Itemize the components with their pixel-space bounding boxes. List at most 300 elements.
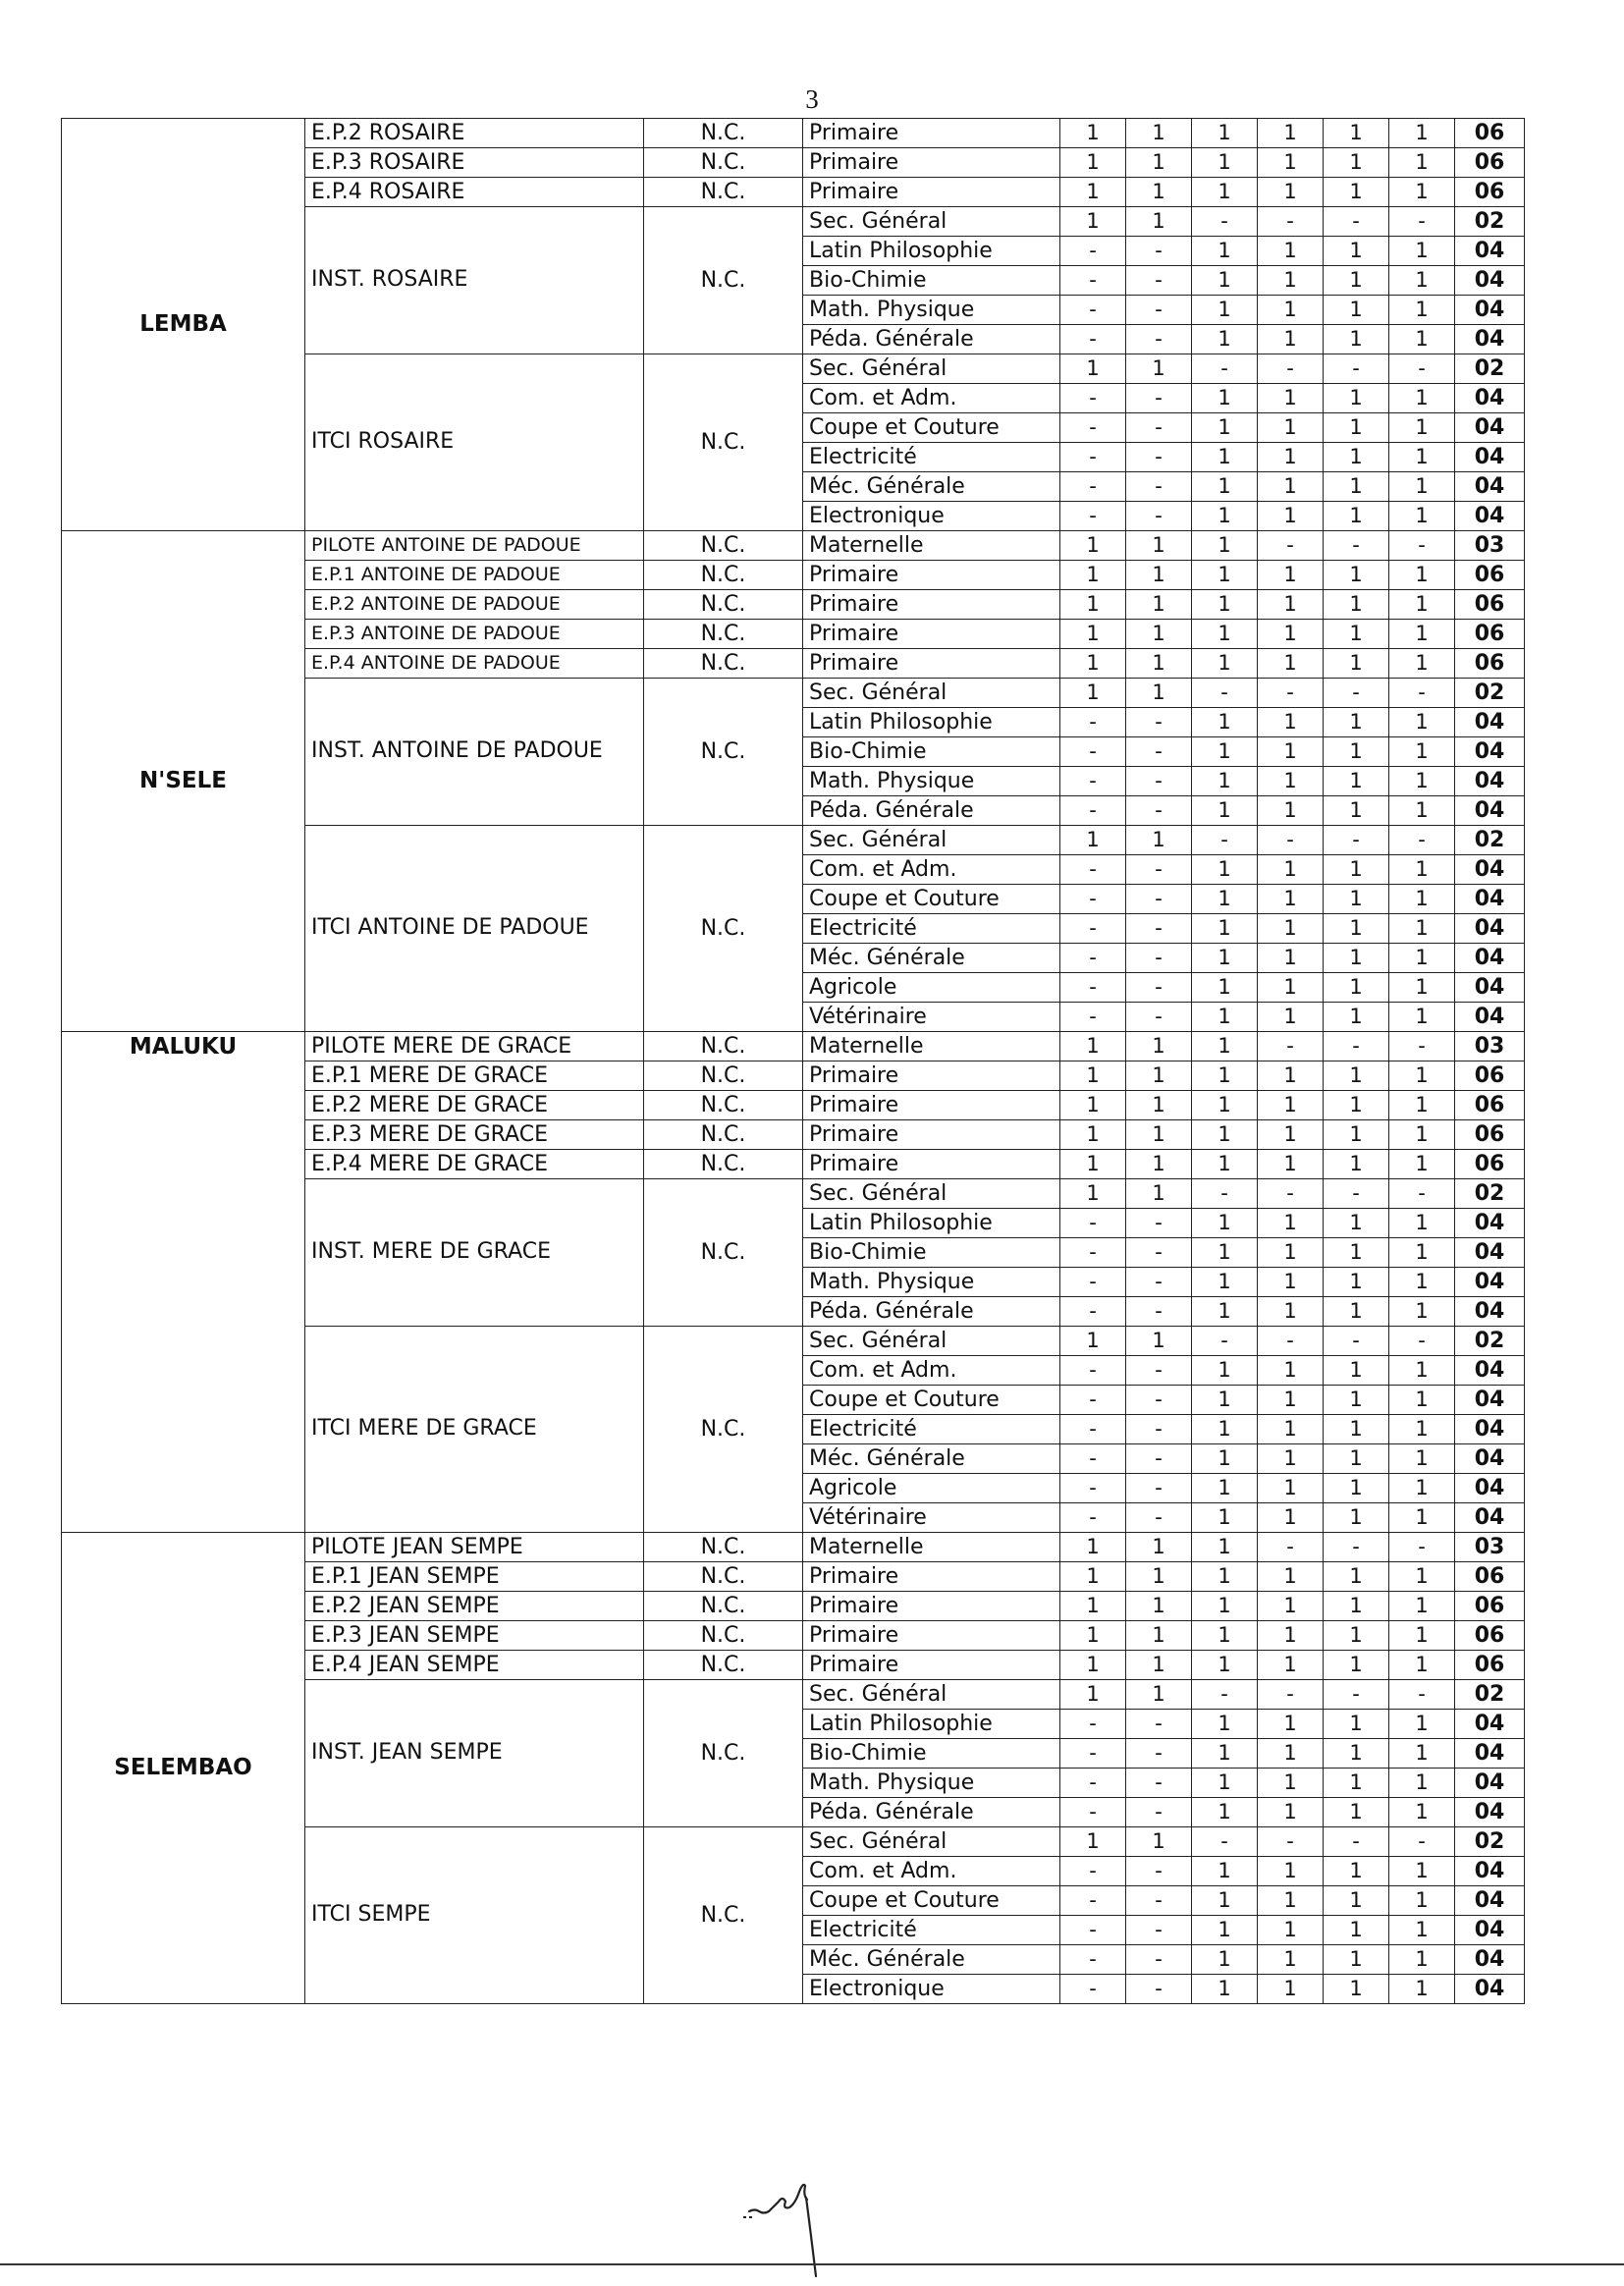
class-count-cell: 1 (1192, 1297, 1258, 1327)
class-count-cell: 1 (1389, 1268, 1455, 1297)
class-count-cell: 1 (1389, 737, 1455, 767)
class-count-cell: - (1258, 1680, 1324, 1710)
class-count-cell: 1 (1324, 1592, 1389, 1621)
class-count-cell: 1 (1389, 296, 1455, 325)
status-cell: N.C. (644, 826, 803, 1032)
class-count-cell: 1 (1060, 1091, 1126, 1120)
commune-cell: SELEMBAO (62, 1533, 305, 2004)
class-count-cell: 1 (1258, 119, 1324, 148)
school-name-cell: E.P.1 ANTOINE DE PADOUE (305, 561, 644, 590)
class-count-cell: 1 (1192, 737, 1258, 767)
option-cell: Primaire (803, 1091, 1060, 1120)
class-count-cell: 1 (1192, 590, 1258, 620)
class-count-cell: 1 (1324, 1415, 1389, 1444)
status-cell: N.C. (644, 207, 803, 354)
class-count-cell: 1 (1258, 1916, 1324, 1945)
class-count-cell: 1 (1324, 737, 1389, 767)
class-count-cell: 1 (1192, 1386, 1258, 1415)
class-count-cell: 1 (1324, 1621, 1389, 1651)
class-count-cell: 1 (1192, 443, 1258, 472)
class-count-cell: - (1324, 207, 1389, 237)
total-cell: 03 (1455, 531, 1525, 561)
class-count-cell: 1 (1192, 119, 1258, 148)
class-count-cell: 1 (1060, 1562, 1126, 1592)
class-count-cell: - (1258, 1032, 1324, 1061)
class-count-cell: 1 (1060, 1533, 1126, 1562)
total-cell: 04 (1455, 1356, 1525, 1386)
class-count-cell: 1 (1192, 1503, 1258, 1533)
total-cell: 06 (1455, 620, 1525, 649)
class-count-cell: 1 (1258, 237, 1324, 266)
class-count-cell: - (1258, 1327, 1324, 1356)
class-count-cell: 1 (1258, 1120, 1324, 1150)
class-count-cell: - (1258, 1827, 1324, 1857)
table-row (62, 1533, 1525, 1562)
school-name-cell: ITCI ROSAIRE (305, 354, 644, 531)
class-count-cell: - (1389, 1327, 1455, 1356)
class-count-cell: - (1389, 1032, 1455, 1061)
class-count-cell: - (1060, 413, 1126, 443)
class-count-cell: - (1126, 944, 1192, 973)
class-count-cell: 1 (1324, 443, 1389, 472)
status-cell: N.C. (644, 1533, 803, 1562)
class-count-cell: 1 (1126, 1562, 1192, 1592)
class-count-cell: 1 (1389, 1651, 1455, 1680)
total-cell: 04 (1455, 914, 1525, 944)
option-cell: Sec. Général (803, 1680, 1060, 1710)
total-cell: 04 (1455, 1238, 1525, 1268)
class-count-cell: 1 (1192, 944, 1258, 973)
total-cell: 06 (1455, 178, 1525, 207)
table-row (62, 1032, 1525, 1061)
total-cell: 04 (1455, 767, 1525, 796)
class-count-cell: 1 (1258, 767, 1324, 796)
class-count-cell: 1 (1258, 1238, 1324, 1268)
class-count-cell: 1 (1389, 1150, 1455, 1179)
class-count-cell: 1 (1258, 1857, 1324, 1886)
class-count-cell: 1 (1324, 1651, 1389, 1680)
class-count-cell: - (1126, 325, 1192, 354)
class-count-cell: 1 (1192, 1238, 1258, 1268)
class-count-cell: 1 (1192, 561, 1258, 590)
school-name-cell: E.P.2 ROSAIRE (305, 119, 644, 148)
class-count-cell: 1 (1192, 1444, 1258, 1474)
total-cell: 04 (1455, 1503, 1525, 1533)
status-cell: N.C. (644, 1651, 803, 1680)
class-count-cell: 1 (1324, 237, 1389, 266)
class-count-cell: - (1389, 207, 1455, 237)
total-cell: 03 (1455, 1533, 1525, 1562)
option-cell: Math. Physique (803, 1769, 1060, 1798)
total-cell: 06 (1455, 1120, 1525, 1150)
class-count-cell: 1 (1192, 237, 1258, 266)
class-count-cell: 1 (1192, 973, 1258, 1003)
school-name-cell: E.P.2 JEAN SEMPE (305, 1592, 644, 1621)
class-count-cell: - (1126, 1209, 1192, 1238)
status-cell: N.C. (644, 649, 803, 679)
total-cell: 04 (1455, 1710, 1525, 1739)
class-count-cell: - (1192, 826, 1258, 855)
class-count-cell: 1 (1389, 649, 1455, 679)
class-count-cell: - (1060, 296, 1126, 325)
class-count-cell: 1 (1192, 1120, 1258, 1150)
class-count-cell: 1 (1192, 266, 1258, 296)
option-cell: Electronique (803, 502, 1060, 531)
class-count-cell: 1 (1192, 1356, 1258, 1386)
class-count-cell: 1 (1389, 1386, 1455, 1415)
class-count-cell: 1 (1389, 944, 1455, 973)
class-count-cell: - (1060, 1857, 1126, 1886)
option-cell: Vétérinaire (803, 1503, 1060, 1533)
class-count-cell: - (1126, 767, 1192, 796)
class-count-cell: 1 (1324, 1886, 1389, 1916)
class-count-cell: 1 (1192, 885, 1258, 914)
class-count-cell: 1 (1192, 1592, 1258, 1621)
option-cell: Com. et Adm. (803, 384, 1060, 413)
option-cell: Sec. Général (803, 1827, 1060, 1857)
class-count-cell: 1 (1324, 472, 1389, 502)
class-count-cell: 1 (1258, 1297, 1324, 1327)
class-count-cell: 1 (1324, 1209, 1389, 1238)
class-count-cell: 1 (1389, 413, 1455, 443)
class-count-cell: - (1126, 296, 1192, 325)
status-cell: N.C. (644, 1327, 803, 1533)
option-cell: Agricole (803, 973, 1060, 1003)
class-count-cell: 1 (1192, 1268, 1258, 1297)
class-count-cell: - (1126, 1415, 1192, 1444)
class-count-cell: 1 (1192, 1474, 1258, 1503)
class-count-cell: - (1126, 1710, 1192, 1739)
class-count-cell: - (1060, 885, 1126, 914)
total-cell: 04 (1455, 973, 1525, 1003)
status-cell: N.C. (644, 620, 803, 649)
class-count-cell: - (1324, 679, 1389, 708)
option-cell: Maternelle (803, 1032, 1060, 1061)
class-count-cell: - (1060, 1769, 1126, 1798)
class-count-cell: 1 (1324, 708, 1389, 737)
class-count-cell: - (1258, 207, 1324, 237)
class-count-cell: 1 (1324, 1474, 1389, 1503)
class-count-cell: 1 (1126, 561, 1192, 590)
class-count-cell: 1 (1258, 1592, 1324, 1621)
class-count-cell: 1 (1192, 178, 1258, 207)
status-cell: N.C. (644, 1120, 803, 1150)
option-cell: Electricité (803, 443, 1060, 472)
class-count-cell: - (1126, 237, 1192, 266)
class-count-cell: 1 (1389, 590, 1455, 620)
class-count-cell: 1 (1126, 1179, 1192, 1209)
option-cell: Primaire (803, 119, 1060, 148)
class-count-cell: 1 (1389, 885, 1455, 914)
school-name-cell: PILOTE MERE DE GRACE (305, 1032, 644, 1061)
school-name-cell: ITCI MERE DE GRACE (305, 1327, 644, 1533)
class-count-cell: 1 (1258, 708, 1324, 737)
class-count-cell: 1 (1060, 1827, 1126, 1857)
class-count-cell: 1 (1126, 1032, 1192, 1061)
class-count-cell: 1 (1060, 826, 1126, 855)
class-count-cell: - (1060, 1975, 1126, 2004)
class-count-cell: - (1324, 354, 1389, 384)
class-count-cell: 1 (1192, 1209, 1258, 1238)
total-cell: 04 (1455, 1945, 1525, 1975)
class-count-cell: 1 (1389, 1886, 1455, 1916)
class-count-cell: - (1060, 1209, 1126, 1238)
option-cell: Sec. Général (803, 826, 1060, 855)
option-cell: Coupe et Couture (803, 1886, 1060, 1916)
class-count-cell: - (1126, 708, 1192, 737)
class-count-cell: 1 (1324, 1386, 1389, 1415)
class-count-cell: 1 (1192, 148, 1258, 178)
commune-cell: N'SELE (62, 531, 305, 1032)
class-count-cell: - (1192, 354, 1258, 384)
class-count-cell: - (1060, 796, 1126, 826)
class-count-cell: 1 (1389, 178, 1455, 207)
class-count-cell: 1 (1258, 737, 1324, 767)
class-count-cell: - (1126, 973, 1192, 1003)
school-name-cell: E.P.3 JEAN SEMPE (305, 1621, 644, 1651)
class-count-cell: - (1126, 1739, 1192, 1769)
class-count-cell: 1 (1258, 325, 1324, 354)
option-cell: Primaire (803, 1621, 1060, 1651)
class-count-cell: 1 (1192, 1798, 1258, 1827)
class-count-cell: 1 (1126, 1061, 1192, 1091)
total-cell: 06 (1455, 1091, 1525, 1120)
class-count-cell: 1 (1389, 1238, 1455, 1268)
class-count-cell: - (1060, 1739, 1126, 1769)
class-count-cell: 1 (1389, 561, 1455, 590)
class-count-cell: 1 (1192, 1150, 1258, 1179)
class-count-cell: - (1060, 1268, 1126, 1297)
school-name-cell: E.P.2 MERE DE GRACE (305, 1091, 644, 1120)
class-count-cell: 1 (1389, 1916, 1455, 1945)
class-count-cell: 1 (1389, 1621, 1455, 1651)
total-cell: 04 (1455, 443, 1525, 472)
class-count-cell: 1 (1258, 1975, 1324, 2004)
class-count-cell: 1 (1258, 1886, 1324, 1916)
class-count-cell: 1 (1192, 1945, 1258, 1975)
class-count-cell: 1 (1060, 649, 1126, 679)
class-count-cell: 1 (1258, 502, 1324, 531)
school-name-cell: PILOTE ANTOINE DE PADOUE (305, 531, 644, 561)
class-count-cell: 1 (1060, 1592, 1126, 1621)
school-name-cell: INST. ROSAIRE (305, 207, 644, 354)
class-count-cell: - (1126, 1268, 1192, 1297)
school-name-cell: E.P.4 MERE DE GRACE (305, 1150, 644, 1179)
class-count-cell: - (1324, 1533, 1389, 1562)
option-cell: Péda. Générale (803, 1297, 1060, 1327)
option-cell: Primaire (803, 148, 1060, 178)
option-cell: Méc. Générale (803, 1945, 1060, 1975)
school-name-cell: INST. MERE DE GRACE (305, 1179, 644, 1327)
class-count-cell: - (1389, 1827, 1455, 1857)
class-count-cell: 1 (1389, 325, 1455, 354)
option-cell: Méc. Générale (803, 944, 1060, 973)
class-count-cell: - (1258, 531, 1324, 561)
option-cell: Sec. Général (803, 1327, 1060, 1356)
class-count-cell: - (1060, 1710, 1126, 1739)
total-cell: 04 (1455, 1297, 1525, 1327)
option-cell: Bio-Chimie (803, 737, 1060, 767)
option-cell: Méc. Générale (803, 472, 1060, 502)
total-cell: 02 (1455, 1179, 1525, 1209)
school-name-cell: E.P.4 ROSAIRE (305, 178, 644, 207)
class-count-cell: 1 (1258, 1769, 1324, 1798)
class-count-cell: - (1126, 1238, 1192, 1268)
class-count-cell: 1 (1324, 148, 1389, 178)
class-count-cell: 1 (1389, 384, 1455, 413)
class-count-cell: - (1060, 266, 1126, 296)
class-count-cell: 1 (1192, 1032, 1258, 1061)
total-cell: 04 (1455, 384, 1525, 413)
class-count-cell: 1 (1258, 1150, 1324, 1179)
total-cell: 02 (1455, 1827, 1525, 1857)
class-count-cell: - (1126, 1886, 1192, 1916)
status-cell: N.C. (644, 354, 803, 531)
class-count-cell: 1 (1258, 1945, 1324, 1975)
class-count-cell: 1 (1324, 1562, 1389, 1592)
class-count-cell: 1 (1389, 1798, 1455, 1827)
class-count-cell: 1 (1324, 1916, 1389, 1945)
class-count-cell: 1 (1060, 1061, 1126, 1091)
class-count-cell: - (1126, 796, 1192, 826)
class-count-cell: - (1126, 1003, 1192, 1032)
class-count-cell: 1 (1192, 384, 1258, 413)
class-count-cell: 1 (1192, 855, 1258, 885)
option-cell: Com. et Adm. (803, 855, 1060, 885)
option-cell: Com. et Adm. (803, 1356, 1060, 1386)
class-count-cell: 1 (1324, 855, 1389, 885)
class-count-cell: - (1126, 266, 1192, 296)
class-count-cell: - (1126, 502, 1192, 531)
class-count-cell: 1 (1192, 413, 1258, 443)
class-count-cell: 1 (1126, 679, 1192, 708)
status-cell: N.C. (644, 1061, 803, 1091)
class-count-cell: 1 (1192, 1091, 1258, 1120)
class-count-cell: - (1060, 1415, 1126, 1444)
status-cell: N.C. (644, 590, 803, 620)
total-cell: 04 (1455, 1798, 1525, 1827)
option-cell: Latin Philosophie (803, 708, 1060, 737)
total-cell: 06 (1455, 1621, 1525, 1651)
class-count-cell: 1 (1324, 914, 1389, 944)
total-cell: 04 (1455, 1003, 1525, 1032)
total-cell: 04 (1455, 296, 1525, 325)
total-cell: 04 (1455, 1386, 1525, 1415)
total-cell: 06 (1455, 1651, 1525, 1680)
class-count-cell: 1 (1324, 413, 1389, 443)
class-count-cell: 1 (1389, 708, 1455, 737)
class-count-cell: 1 (1389, 914, 1455, 944)
class-count-cell: 1 (1126, 1592, 1192, 1621)
option-cell: Primaire (803, 1651, 1060, 1680)
total-cell: 06 (1455, 561, 1525, 590)
class-count-cell: 1 (1324, 1003, 1389, 1032)
class-count-cell: 1 (1258, 796, 1324, 826)
class-count-cell: 1 (1126, 354, 1192, 384)
total-cell: 06 (1455, 649, 1525, 679)
class-count-cell: - (1060, 944, 1126, 973)
class-count-cell: - (1060, 1003, 1126, 1032)
class-count-cell: 1 (1258, 1562, 1324, 1592)
option-cell: Bio-Chimie (803, 266, 1060, 296)
class-count-cell: - (1324, 1827, 1389, 1857)
class-count-cell: - (1258, 1533, 1324, 1562)
status-cell: N.C. (644, 119, 803, 148)
class-count-cell: 1 (1060, 531, 1126, 561)
total-cell: 02 (1455, 826, 1525, 855)
class-count-cell: 1 (1126, 1120, 1192, 1150)
option-cell: Sec. Général (803, 207, 1060, 237)
class-count-cell: 1 (1258, 944, 1324, 973)
class-count-cell: 1 (1324, 649, 1389, 679)
class-count-cell: 1 (1060, 1032, 1126, 1061)
class-count-cell: 1 (1126, 649, 1192, 679)
class-count-cell: - (1324, 1680, 1389, 1710)
option-cell: Bio-Chimie (803, 1238, 1060, 1268)
total-cell: 02 (1455, 354, 1525, 384)
class-count-cell: 1 (1324, 266, 1389, 296)
option-cell: Coupe et Couture (803, 1386, 1060, 1415)
schools-table (61, 118, 1525, 2004)
class-count-cell: 1 (1324, 178, 1389, 207)
class-count-cell: - (1126, 1503, 1192, 1533)
class-count-cell: - (1060, 384, 1126, 413)
option-cell: Primaire (803, 561, 1060, 590)
class-count-cell: 1 (1324, 620, 1389, 649)
option-cell: Bio-Chimie (803, 1739, 1060, 1769)
class-count-cell: 1 (1192, 325, 1258, 354)
class-count-cell: 1 (1389, 1356, 1455, 1386)
total-cell: 04 (1455, 1444, 1525, 1474)
total-cell: 06 (1455, 148, 1525, 178)
class-count-cell: 1 (1324, 1356, 1389, 1386)
class-count-cell: 1 (1126, 1621, 1192, 1651)
class-count-cell: 1 (1324, 1061, 1389, 1091)
class-count-cell: 1 (1324, 1769, 1389, 1798)
option-cell: Primaire (803, 178, 1060, 207)
class-count-cell: 1 (1126, 531, 1192, 561)
total-cell: 02 (1455, 679, 1525, 708)
table-row (62, 531, 1525, 561)
class-count-cell: - (1258, 1179, 1324, 1209)
class-count-cell: 1 (1258, 296, 1324, 325)
total-cell: 04 (1455, 708, 1525, 737)
class-count-cell: - (1060, 1297, 1126, 1327)
class-count-cell: 1 (1192, 620, 1258, 649)
class-count-cell: 1 (1389, 237, 1455, 266)
class-count-cell: 1 (1324, 1120, 1389, 1150)
class-count-cell: - (1126, 472, 1192, 502)
class-count-cell: 1 (1389, 1209, 1455, 1238)
class-count-cell: 1 (1324, 1503, 1389, 1533)
class-count-cell: - (1192, 1827, 1258, 1857)
class-count-cell: 1 (1258, 1268, 1324, 1297)
class-count-cell: - (1126, 1945, 1192, 1975)
total-cell: 06 (1455, 1150, 1525, 1179)
class-count-cell: 1 (1258, 1415, 1324, 1444)
total-cell: 04 (1455, 1769, 1525, 1798)
total-cell: 06 (1455, 1061, 1525, 1091)
class-count-cell: 1 (1192, 531, 1258, 561)
class-count-cell: - (1324, 1179, 1389, 1209)
option-cell: Sec. Général (803, 354, 1060, 384)
class-count-cell: 1 (1389, 1562, 1455, 1592)
class-count-cell: - (1324, 826, 1389, 855)
class-count-cell: 1 (1258, 1209, 1324, 1238)
class-count-cell: 1 (1389, 1415, 1455, 1444)
class-count-cell: - (1389, 679, 1455, 708)
class-count-cell: - (1060, 237, 1126, 266)
